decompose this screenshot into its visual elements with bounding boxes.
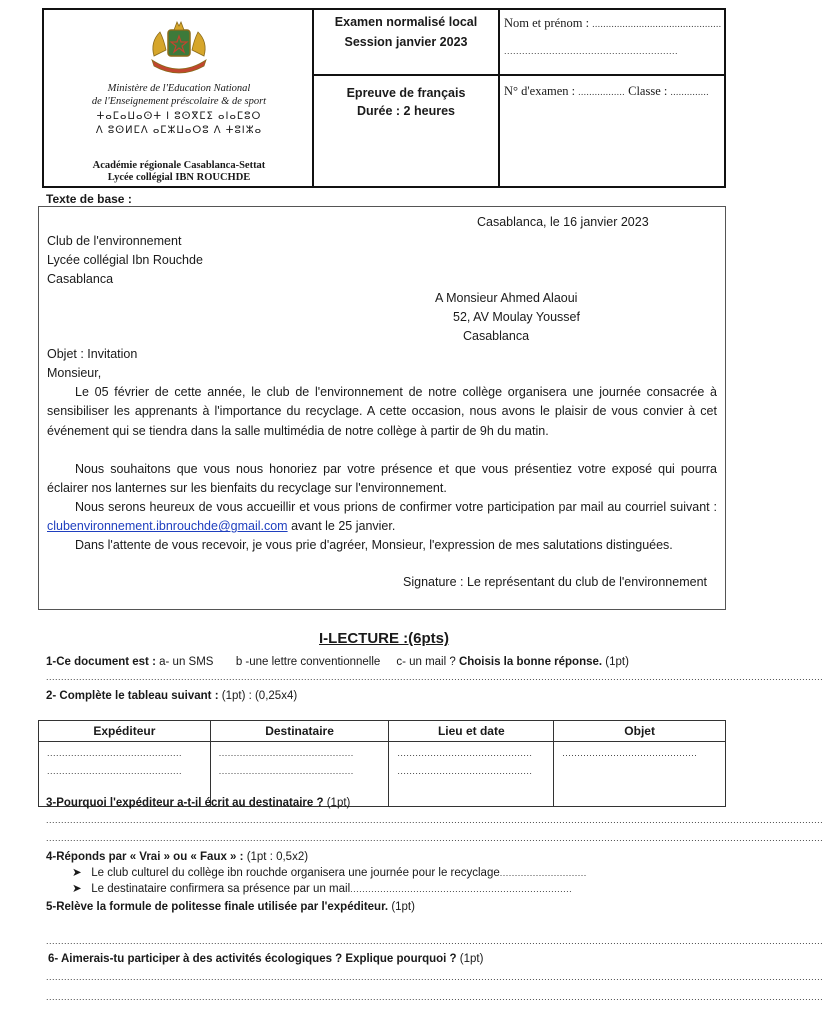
class-dots: .............. — [670, 87, 709, 97]
q5-points: (1pt) — [391, 901, 415, 913]
name-label: Nom et prénom : — [504, 16, 590, 30]
cell-dots: ............................................. — [397, 766, 533, 776]
q2-label: 2- Complète le tableau suivant : — [46, 690, 219, 702]
q6-label: 6- Aimerais-tu participer à des activités écologiques ? Explique pourquoi ? — [48, 953, 457, 965]
q1-option-c[interactable]: c- un mail ? — [396, 656, 456, 668]
arrow-bullet-icon: ➤ — [72, 867, 82, 879]
ministry-line-2: de l'Enseignement préscolaire & de sport — [91, 96, 267, 107]
letter-place-date: Casablanca, le 16 janvier 2023 — [477, 215, 649, 229]
q4-label: 4-Réponds par « Vrai » ou « Faux » : — [46, 851, 244, 863]
q4-statement-1[interactable] — [72, 865, 587, 881]
exam-number-label: N° d'examen : — [504, 84, 576, 98]
q4-statement-1-dots: ............................. — [499, 868, 587, 878]
exam-number-field[interactable] — [504, 84, 709, 99]
exam-info-cell — [314, 10, 500, 186]
letter-salutation: Monsieur, — [47, 366, 102, 380]
candidate-cell — [500, 10, 724, 186]
club-email-link[interactable]: clubenvironnement.ibnrouchde@gmail.com — [47, 519, 288, 534]
ministry-name-tifinagh — [48, 110, 310, 138]
table-header-sender: Expéditeur — [39, 721, 211, 742]
q5-label: 5-Relève la formule de politesse finale utilisée par l'expéditeur. — [46, 901, 389, 913]
q1-instruction: Choisis la bonne réponse. — [458, 656, 603, 668]
base-text-label: Texte de base : — [46, 192, 132, 206]
question-5 — [46, 899, 415, 915]
exam-header — [42, 8, 726, 188]
q3-label: 3-Pourquoi l'expéditeur a-t-il écrit au destinataire ? — [46, 797, 324, 809]
recipient-line-3: Casablanca — [463, 329, 530, 343]
exam-subject-box — [314, 76, 498, 186]
letter-paragraph-3 — [47, 498, 717, 537]
arrow-bullet-icon: ➤ — [72, 883, 82, 895]
ministry-line-1: Ministère de l'Education National — [107, 83, 251, 94]
q5-answer-line[interactable]: ................................................................................................................................................................................................................................................................... — [46, 936, 823, 946]
q4-statement-2-text: Le destinataire confirmera sa présence par un mail — [91, 883, 351, 895]
q6-answer-line-1[interactable]: ................................................................................................................................................................................................................................................................... — [46, 972, 823, 982]
tifinagh-line-1: ⵜⴰⵎⴰⵡⴰⵙⵜ ⵏ ⵓⵙⴳⵎⵉ ⴰⵏⴰⵎⵓⵔ — [96, 111, 262, 122]
letter-subject: Objet : Invitation — [47, 347, 138, 361]
cell-dots: ............................................. — [397, 748, 533, 758]
q1-points: (1pt) — [605, 656, 629, 668]
cell-dots: ............................................. — [47, 748, 183, 758]
q1-option-b[interactable]: b -une lettre conventionnelle — [235, 656, 381, 668]
table-cell-subject[interactable] — [554, 742, 726, 807]
letter-paragraph-2: Nous souhaitons que vous nous honoriez par votre présence et que vous présentiez votre exposé qui pourra éclairer nos lanternes sur les bienfaits du recyclage sur l'environnement. — [47, 462, 717, 496]
table-header-subject: Objet — [554, 721, 726, 742]
cell-dots: ............................................. — [218, 748, 354, 758]
academy-block — [48, 160, 310, 184]
recipient-line-1: A Monsieur Ahmed Alaoui — [435, 291, 578, 305]
letter-paragraph-4: Dans l'attente de vous recevoir, je vous prie d'agréer, Monsieur, l'expression de mes salutations distinguées. — [75, 538, 673, 552]
letter-signature: Signature : Le représentant du club de l'environnement — [403, 575, 707, 589]
question-3 — [46, 795, 350, 811]
q3-answer-line-1[interactable]: ................................................................................................................................................................................................................................................................... — [46, 815, 823, 825]
q3-points: (1pt) — [326, 797, 351, 809]
q3-answer-line-2[interactable]: ................................................................................................................................................................................................................................................................... — [46, 833, 823, 843]
q4-statement-2-dots: .......................................................................... — [350, 884, 573, 894]
class-label: Classe : — [628, 84, 668, 98]
exam-session-box — [314, 10, 498, 76]
table-cell-place-date[interactable] — [389, 742, 554, 807]
question-1 — [46, 654, 629, 670]
exam-number-dots: ................. — [578, 87, 625, 97]
question-6 — [48, 951, 483, 967]
q4-points: (1pt : 0,5x2) — [246, 851, 309, 863]
question-4 — [46, 849, 308, 865]
q1-answer-line[interactable]: ................................................................................................................................................................................................................................................................... — [46, 672, 823, 682]
table-header-recipient: Destinataire — [210, 721, 389, 742]
exam-subject: Epreuve de français — [346, 86, 466, 100]
sender-line-1: Club de l'environnement — [47, 234, 182, 248]
ministry-name — [48, 82, 310, 108]
cell-dots: ............................................. — [562, 748, 698, 758]
exam-session: Session janvier 2023 — [344, 35, 468, 49]
name-dots: ............................................... — [592, 19, 722, 29]
sender-recipient-table — [38, 720, 726, 807]
reading-section-title: I-LECTURE :(6pts) — [319, 630, 449, 647]
name-dots-line-2: .......................................................... — [504, 46, 679, 56]
sender-line-3: Casablanca — [47, 272, 114, 286]
name-box — [500, 10, 724, 76]
ministry-cell — [44, 10, 314, 186]
sender-line-2: Lycée collégial Ibn Rouchde — [47, 253, 203, 267]
letter-paragraph-1: Le 05 février de cette année, le club de l'environnement de notre collège organisera une journée consacrée à sensibiliser les apprenants à l'importance du recyclage. A cette occasion, nous avons le plaisir de vous convier à cet événement qui se tiendra dans la salle multimédia de notre collège à partir de 9h du matin. — [47, 385, 717, 438]
name-field[interactable] — [504, 16, 721, 31]
moroccan-coat-of-arms-icon — [144, 16, 214, 80]
letter-box — [38, 206, 726, 610]
q1-label: 1-Ce document est : — [46, 656, 156, 668]
school-name: Lycée collégial IBN ROUCHDE — [107, 172, 251, 183]
recipient-line-2: 52, AV Moulay Youssef — [453, 310, 580, 324]
q6-answer-line-2[interactable]: ................................................................................................................................................................................................................................................................... — [46, 992, 823, 1002]
table-header-row — [39, 721, 726, 742]
q4-statement-2[interactable] — [72, 881, 572, 897]
cell-dots: ............................................. — [218, 766, 354, 776]
q4-statement-1-text: Le club culturel du collège ibn rouchde organisera une journée pour le recyclage — [91, 867, 500, 879]
paragraph-3-deadline: avant le 25 janvier. — [287, 519, 396, 534]
table-header-place-date: Lieu et date — [389, 721, 554, 742]
q1-option-a[interactable]: a- un SMS — [159, 656, 214, 668]
paragraph-3-text: Nous serons heureux de vous accueillir et vous prions de confirmer votre participation par mail au courriel suivant : — [75, 500, 717, 514]
academy-name: Académie régionale Casablanca-Settat — [92, 160, 266, 171]
tifinagh-line-2: ⴷ ⵓⵙⵍⵎⴷ ⴰⵎⵣⵡⴰⵔⵓ ⴷ ⵜⵓⵏⵣⴰ — [95, 125, 263, 136]
exam-duration: Durée : 2 heures — [357, 104, 455, 118]
q2-points: (1pt) : (0,25x4) — [221, 690, 298, 702]
question-2 — [46, 688, 297, 704]
cell-dots: ............................................. — [47, 766, 183, 776]
q6-points: (1pt) — [459, 953, 484, 965]
exam-title: Examen normalisé local — [334, 15, 478, 29]
